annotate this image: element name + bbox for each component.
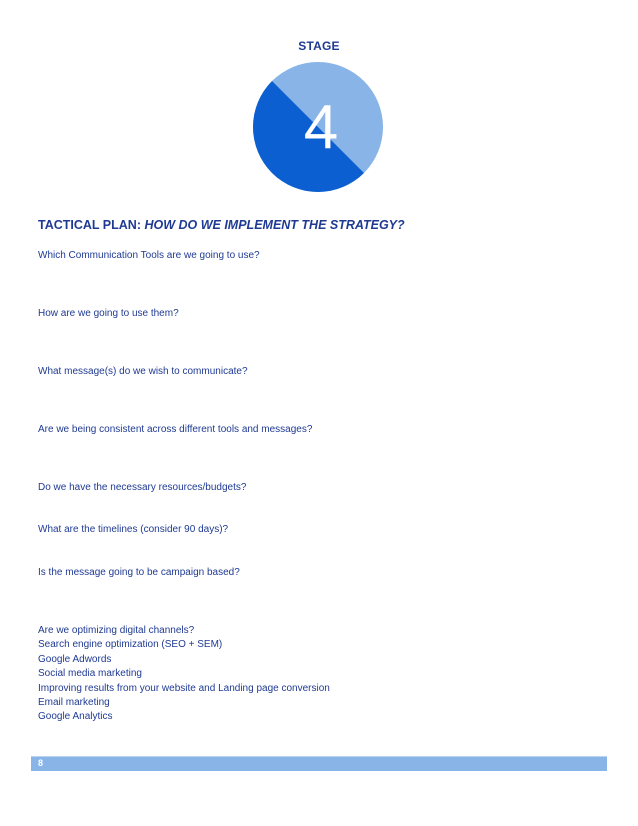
list-item: Improving results from your website and Landing page conversion	[38, 682, 330, 694]
heading-emphasis: HOW DO WE IMPLEMENT THE STRATEGY?	[144, 218, 405, 232]
question-timelines: What are the timelines (consider 90 days)?	[38, 524, 229, 535]
list-item: Email marketing	[38, 697, 110, 709]
question-resources: Do we have the necessary resources/budgets?	[38, 482, 247, 493]
digital-channels-list	[38, 624, 330, 725]
list-item: Social media marketing	[38, 668, 142, 680]
page-number: 8	[38, 758, 44, 768]
footer-bar	[31, 756, 607, 771]
heading-prefix: TACTICAL PLAN:	[38, 218, 145, 232]
stage-label: STAGE	[298, 39, 340, 53]
list-item: Google Analytics	[38, 711, 113, 723]
question-campaign: Is the message going to be campaign based?	[38, 567, 240, 578]
question-communication-tools: Which Communication Tools are we going to use?	[38, 250, 260, 261]
list-item: Search engine optimization (SEO + SEM)	[38, 639, 223, 651]
list-item: Google Adwords	[38, 653, 112, 665]
section-heading	[38, 218, 405, 232]
question-consistency: Are we being consistent across different tools and messages?	[38, 424, 313, 435]
question-how-use: How are we going to use them?	[38, 308, 179, 319]
stage-number: 4	[303, 92, 339, 162]
question-messages: What message(s) do we wish to communicate?	[38, 366, 248, 377]
list-item: Are we optimizing digital channels?	[38, 625, 195, 636]
